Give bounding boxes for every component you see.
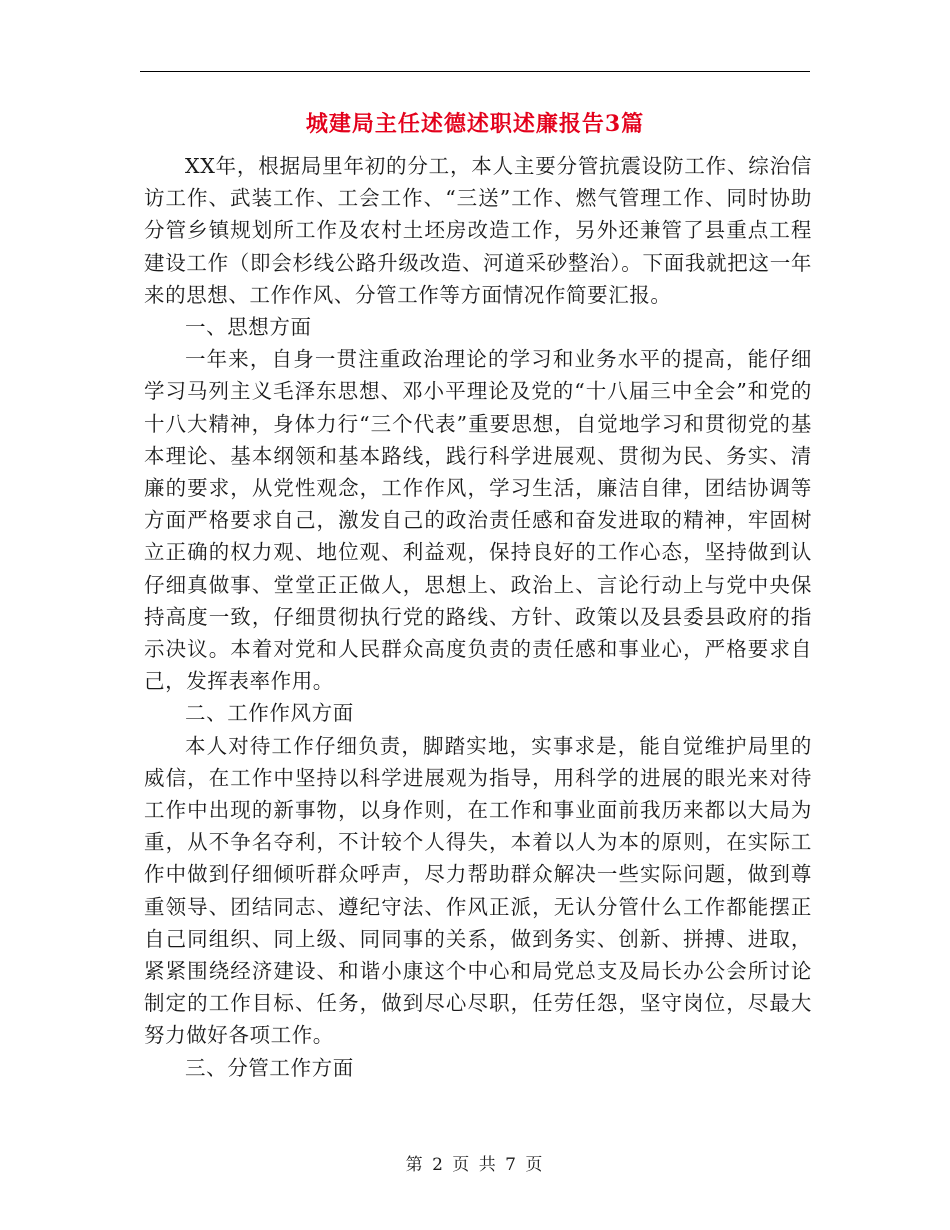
header-rule xyxy=(140,71,810,72)
paragraph-thought: 一年来，自身一贯注重政治理论的学习和业务水平的提高，能仔细学习马列主义毛泽东思想、邓小平理论及党的“十八届三中全会”和党的十八大精神，身体力行“三个代表”重要思想，自觉地学习和贯彻党的基本理论、基本纲领和基本路线，践行科学进展观、贯彻为民、务实、清廉的要求，从党性观念，工作作风，学习生活，廉洁自律，团结协调等方面严格要求自己，激发自己的政治责任感和奋发进取的精神，牢固树立正确的权力观、地位观、利益观，保持良好的工作心态，坚持做到认仔细真做事、堂堂正正做人，思想上、政治上、言论行动上与党中央保持高度一致，仔细贯彻执行党的路线、方针、政策以及县委县政府的指示决议。本着对党和人民群众高度负责的责任感和事业心，严格要求自己，发挥表率作用。 xyxy=(144,347,812,694)
section-heading-work-style: 二、工作作风方面 xyxy=(185,701,354,726)
page-footer: 第 2 页 共 7 页 xyxy=(405,1155,545,1175)
paragraph-work-style: 本人对待工作仔细负责，脚踏实地，实事求是，能自觉维护局里的威信，在工作中坚持以科学进展观为指导，用科学的进展的眼光来对待工作中出现的新事物，以身作则，在工作和事业面前我历来都以大局为重，从不争名夺利，不计较个人得失，本着以人为本的原则，在实际工作中做到仔细倾听群众呼声，尽力帮助群众解决一些实际问题，做到尊重领导、团结同志、遵纪守法、作风正派，无认分管什么工作都能摆正自己同组织、同上级、同同事的关系，做到务实、创新、拼搏、进取，紧紧围绕经济建设、和谐小康这个中心和局党总支及局长办公会所讨论制定的工作目标、任务，做到尽心尽职，任劳任怨，坚守岗位，尽最大努力做好各项工作。 xyxy=(144,733,812,1048)
document-body xyxy=(144,150,812,1084)
paragraph-intro: XX年，根据局里年初的分工，本人主要分管抗震设防工作、综治信访工作、武装工作、工会工作、“三送”工作、燃气管理工作、同时协助分管乡镇规划所工作及农村土坯房改造工作，另外还兼管了县重点工程建设工作（即会杉线公路升级改造、河道采砂整治）。下面我就把这一年来的思想、工作作风、分管工作等方面情况作简要汇报。 xyxy=(144,154,812,307)
document-title: 城建局主任述德述职述廉报告3篇 xyxy=(305,111,645,137)
section-heading-managed-work: 三、分管工作方面 xyxy=(185,1055,354,1080)
section-heading-thought: 一、思想方面 xyxy=(185,315,312,340)
